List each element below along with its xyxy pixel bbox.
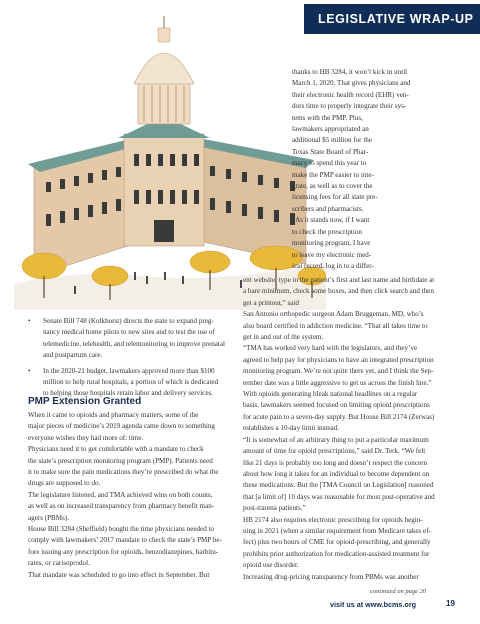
page-number: 19 xyxy=(446,599,455,608)
left-column-body-text xyxy=(28,410,222,581)
text-line: amount of time for opioid prescriptions,” said Dr. Terk. “We felt xyxy=(243,447,426,456)
text-line: it to make sure the pain medications they’re prescribed do what the xyxy=(28,468,219,477)
text-line: With opioids generating bleak national headlines on a regular xyxy=(243,390,418,399)
text-line: San Antonio orthopedic surgeon Adam Bruggeman, MD, who’s xyxy=(243,310,424,319)
text-line: for acute pain to a seven-day supply. But House Bill 2174 (Zerwas) xyxy=(243,412,435,421)
text-line: everyone wishes they had more of: time. xyxy=(28,433,144,442)
right-column-top-text xyxy=(292,67,410,272)
text-line: additional $5 million for the xyxy=(292,136,372,145)
text-line: March 1, 2020. That gives physicians and xyxy=(292,79,411,88)
bullet-text-line: nancy medical home pilots to new sites and to test the use of xyxy=(43,328,215,337)
text-line: fect) plus two hours of CME for opioid-prescribing, and generally xyxy=(243,538,431,547)
bullet-dot-icon: • xyxy=(28,317,31,325)
text-line: grate, as well as to cover the xyxy=(292,182,373,191)
bullet-dot-icon: • xyxy=(28,366,31,375)
text-line: opioid use disorder. xyxy=(243,561,299,570)
capitol-illustration xyxy=(14,14,326,310)
text-line: ning in 2021 (when a similar requirement from Medicare takes ef- xyxy=(243,526,431,535)
bullet-text-line: In the 2020-21 budget, lawmakers approved more than $100 xyxy=(43,366,215,375)
text-line: these medications. But the [TMA Council on Legislation] reasoned xyxy=(243,481,434,490)
text-line: get a printout,” said xyxy=(243,298,299,307)
text-line: Increasing drug-pricing transparency from PBMs was another xyxy=(243,572,419,581)
text-line: monitoring program, I have xyxy=(292,239,371,248)
bullet-list xyxy=(28,316,228,404)
text-line: “As it stands now, if I want xyxy=(292,216,370,225)
text-line: ent website, type in the patient’s first and last name and birthdate at xyxy=(243,276,435,284)
text-line: macy to spend this year to xyxy=(292,159,367,168)
text-line: Texas State Board of Phar- xyxy=(292,147,369,156)
text-line: monitoring program. We’re not quite there yet, and I think the Sep- xyxy=(243,367,434,376)
continued-note: continued on page 20 xyxy=(370,588,427,595)
bullet-text-line: million to help rural hospitals, a portion of which is dedicated xyxy=(43,378,219,387)
text-line: comply with lawmakers’ 2017 mandate to check the state’s PMP be- xyxy=(28,536,222,545)
text-line: licensing fees for all state pre- xyxy=(292,193,378,202)
text-line: “It is somewhat of an arbitrary thing to put a particular maximum xyxy=(243,435,429,444)
text-line: agreed to help pay for physicians to have an integrated prescription xyxy=(243,355,434,364)
text-line: establishes a 10-day limit instead. xyxy=(243,424,339,433)
text-line: like 21 days is probably too long and doesn’t respect the concern xyxy=(243,458,428,467)
text-line: thanks to HB 3284, it won’t kick in until xyxy=(292,68,408,76)
text-line: agers (PBMs). xyxy=(28,513,69,522)
text-line: Physicians need it to get comfortable with a mandate to check xyxy=(28,445,204,454)
text-line: post-trauma patients.” xyxy=(243,504,306,513)
bullet-item xyxy=(28,366,228,400)
text-line: about how long it takes for an individual to become dependent on xyxy=(243,469,430,478)
text-line: HB 2174 also requires electronic prescribing for opioids begin- xyxy=(243,515,423,524)
section-heading: PMP Extension Granted xyxy=(28,396,142,407)
text-line: as well as on increased transparency from pharmacy benefit man- xyxy=(28,502,215,511)
text-line: a bare minimum, check some boxes, and then click search and then xyxy=(243,287,434,296)
bullet-text-line: to helping those hospitals retain labor and delivery services. xyxy=(43,389,214,398)
text-line: ical record, log in to a differ- xyxy=(292,261,374,270)
text-line: fore issuing any prescription for opioids, benzodiazepines, barbitu- xyxy=(28,547,219,556)
text-line: That mandate was scheduled to go into effect in September. But xyxy=(28,570,210,579)
text-line: major pieces of medicine’s 2019 agenda came down to something xyxy=(28,422,215,431)
bullet-text-line: and postpartum care. xyxy=(43,351,103,360)
text-line: the state’s prescription monitoring program (PMP). Patients need xyxy=(28,456,213,465)
bullet-text-line: telemedicine, telehealth, and telemonitoring to improve prenatal xyxy=(43,339,226,348)
text-line: House Bill 3284 (Sheffield) bought the time physicians needed to xyxy=(28,525,215,534)
text-line: drugs are supposed to do. xyxy=(28,479,101,488)
text-line: “TMA has worked very hard with the legislators, and they’ve xyxy=(243,344,418,353)
section-banner: LEGISLATIVE WRAP-UP xyxy=(304,4,480,34)
footer-website[interactable]: visit us at www.bcms.org xyxy=(330,600,417,609)
text-line: get in and out of the system. xyxy=(243,333,324,342)
text-line: their electronic health record (EHR) ven- xyxy=(292,90,409,99)
bullet-text-line: Senate Bill 748 (Kolkhorst) directs the state to expand preg- xyxy=(43,317,214,325)
text-line: tember date was a little aggressive to get us across the finish line.” xyxy=(243,378,432,387)
text-line: The legislature listened, and TMA achieved wins on both counts, xyxy=(28,490,213,499)
text-line: to check the prescription xyxy=(292,227,362,236)
text-line: make the PMP easier to inte- xyxy=(292,170,374,179)
text-line: dors time to properly integrate their sys- xyxy=(292,102,407,111)
text-line: tems with the PMP. Plus, xyxy=(292,113,363,122)
text-line: scribers and pharmacists. xyxy=(292,204,364,213)
text-line: also board certified in addiction medicine. “That all takes time to xyxy=(243,321,428,330)
text-line: to leave my electronic med- xyxy=(292,250,372,259)
text-line: prohibits prior authorization for medication-assisted treatment for xyxy=(243,549,430,558)
text-line: lawmakers appropriated an xyxy=(292,125,369,134)
text-line: basis, lawmakers seemed focused on limiting opioid prescriptions xyxy=(243,401,430,410)
right-column-main-text xyxy=(243,275,435,583)
text-line: that [a limit of] 10 days was reasonable for most post-operative and xyxy=(243,492,435,501)
text-line: When it came to opioids and pharmacy matters, some of the xyxy=(28,411,199,419)
bullet-item xyxy=(28,316,228,362)
text-line: rates, or carisoprodol. xyxy=(28,559,90,568)
